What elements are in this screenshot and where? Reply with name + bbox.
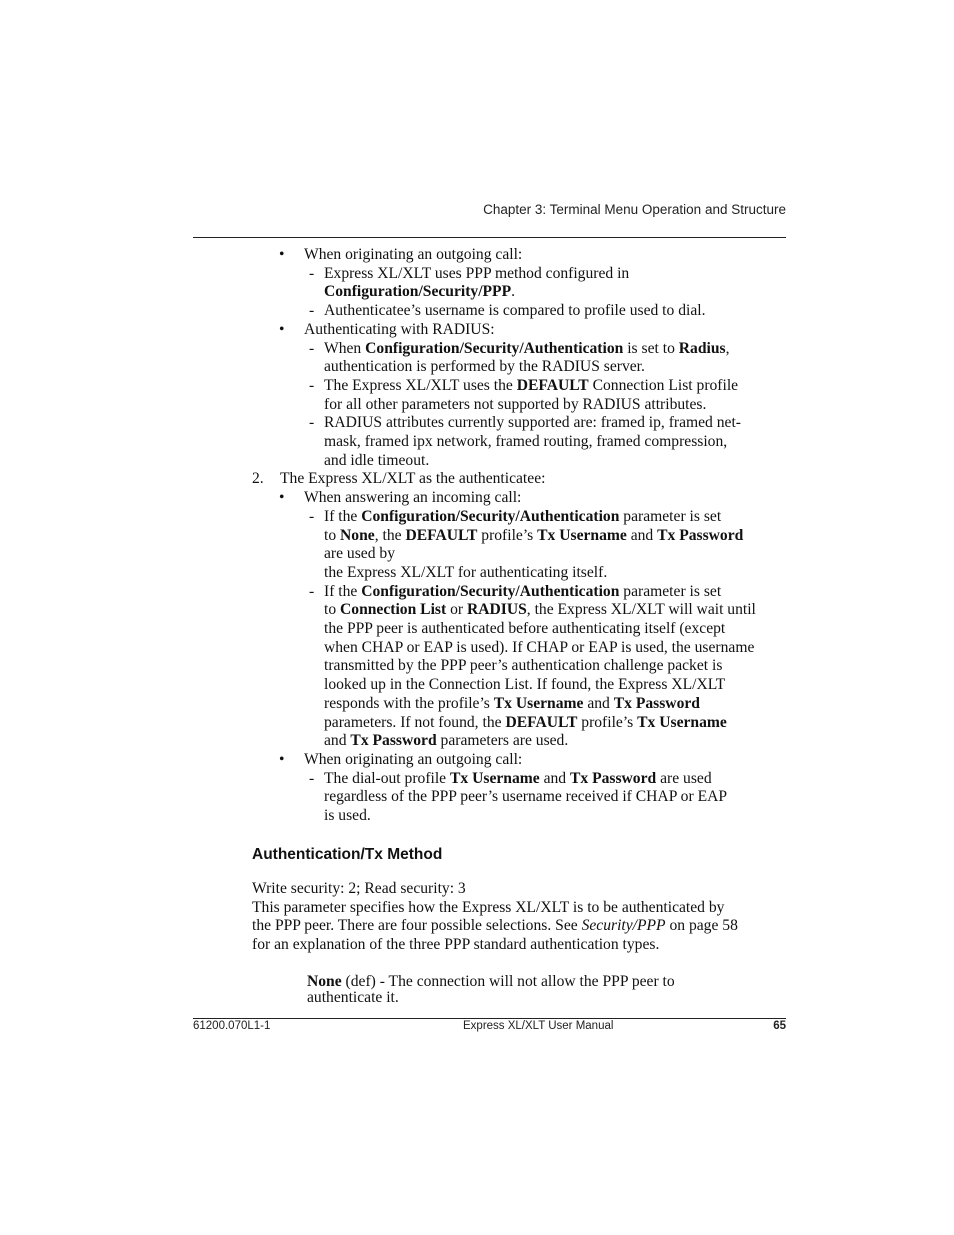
footer-rule [193, 1018, 786, 1019]
bullet-glyph: • [279, 320, 285, 338]
option-none: None (def) - The connection will not allow the PPP peer to authenticate it. [307, 973, 675, 1006]
dash-glyph: - [309, 414, 315, 432]
sub-item-continuation: authentication is performed by the RADIUS server. [324, 358, 645, 376]
dash-glyph: - [309, 339, 315, 357]
section-body [252, 880, 792, 955]
chapter-header: Chapter 3: Terminal Menu Operation and Structure [483, 202, 786, 217]
bullet-glyph: • [279, 750, 285, 768]
sub-item-continuation: when CHAP or EAP is used). If CHAP or EAP is used, the username [324, 638, 755, 656]
dash-glyph: - [309, 264, 315, 282]
sub-item-continuation: responds with the profile’s Tx Username and Tx Password [324, 694, 700, 712]
list-item: • When originating an outgoing call: [279, 750, 523, 768]
section-heading: Authentication/Tx Method [252, 846, 443, 863]
cross-reference: Security/PPP [581, 917, 666, 935]
doc-number: 61200.070L1-1 [193, 1020, 271, 1032]
dash-glyph: - [309, 302, 315, 320]
sub-item: - The Express XL/XLT uses the DEFAULT Connection List profile [309, 376, 739, 394]
sub-item: - If the Configuration/Security/Authentication parameter is set [309, 507, 722, 525]
dash-glyph: - [309, 769, 315, 787]
dash-glyph: - [309, 582, 315, 600]
sub-item-continuation: and Tx Password parameters are used. [324, 732, 569, 750]
sub-item-continuation: is used. [324, 807, 371, 825]
header-rule [193, 237, 786, 238]
sub-item: - Express XL/XLT uses PPP method configured in [309, 264, 630, 282]
manual-title: Express XL/XLT User Manual [463, 1020, 614, 1032]
sub-item: - Authenticatee’s username is compared to profile used to dial. [309, 302, 706, 320]
dash-glyph: - [309, 507, 315, 525]
item-number: 2. [252, 470, 264, 488]
sub-item: - RADIUS attributes currently supported are: framed ip, framed net- [309, 414, 741, 432]
sub-item-continuation: mask, framed ipx network, framed routing, framed compression, [324, 433, 728, 451]
sub-item-continuation: are used by [324, 545, 396, 563]
sub-item-continuation: looked up in the Connection List. If found, the Express XL/XLT [324, 676, 726, 694]
sub-item-continuation: Configuration/Security/PPP. [324, 283, 516, 301]
list-item: • When answering an incoming call: [279, 489, 522, 507]
bullet-glyph: • [279, 246, 285, 263]
list-item: • Authenticating with RADIUS: [279, 320, 495, 338]
sub-item-continuation: to None, the DEFAULT profile’s Tx Username and Tx Password [324, 526, 744, 544]
sub-item-continuation: regardless of the PPP peer’s username received if CHAP or EAP [324, 788, 728, 806]
sub-item-continuation: for all other parameters not supported by RADIUS attributes. [324, 395, 707, 413]
option-name: None [307, 973, 342, 990]
sub-item-continuation: to Connection List or RADIUS, the Express XL/XLT will wait until [324, 601, 756, 619]
numbered-item: 2. The Express XL/XLT as the authenticatee: [252, 470, 546, 488]
sub-item: - If the Configuration/Security/Authentication parameter is set [309, 582, 722, 600]
page-number: 65 [773, 1020, 786, 1032]
paragraph-line: the PPP peer. There are four possible selections. See Security/PPP on page 58 [252, 917, 738, 935]
security-line: Write security: 2; Read security: 3 [252, 880, 466, 897]
bullet-glyph: • [279, 489, 285, 507]
sub-item-continuation: the PPP peer is authenticated before authenticating itself (except [324, 620, 726, 638]
sub-item: - When Configuration/Security/Authentication is set to Radius, [309, 339, 730, 357]
sub-item: - The dial-out profile Tx Username and Tx Password are used [309, 769, 712, 787]
sub-item-continuation: the Express XL/XLT for authenticating itself. [324, 563, 608, 581]
sub-item-continuation: parameters. If not found, the DEFAULT profile’s Tx Username [324, 713, 727, 731]
paragraph-line: This parameter specifies how the Express XL/XLT is to be authenticated by [252, 898, 725, 916]
paragraph-line: for an explanation of the three PPP standard authentication types. [252, 936, 660, 954]
list-item: • When originating an outgoing call: [279, 246, 523, 263]
sub-item-continuation: transmitted by the PPP peer’s authentication challenge packet is [324, 657, 723, 675]
sub-item-continuation: and idle timeout. [324, 451, 430, 469]
page-body [193, 246, 793, 826]
dash-glyph: - [309, 376, 315, 394]
